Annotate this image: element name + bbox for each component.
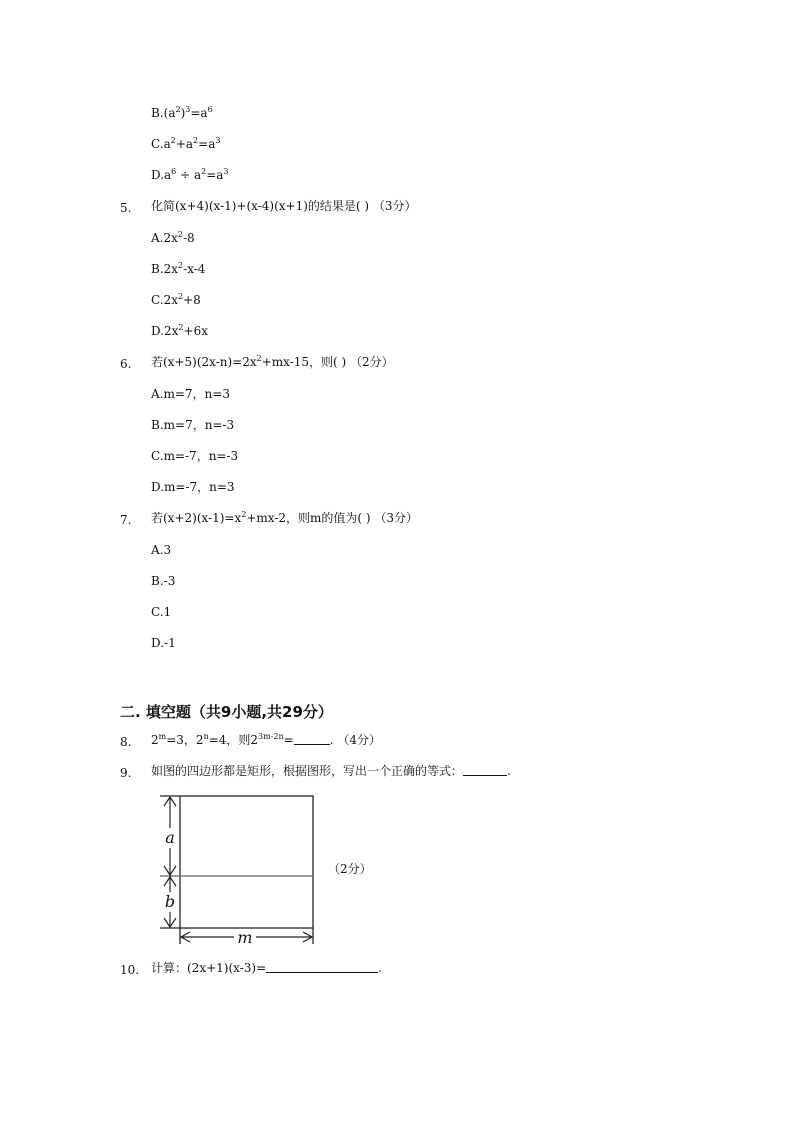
text: C.a [151,137,171,151]
q9-score: （2分） [328,862,372,876]
text: =a [190,106,208,120]
q6-option-d: D.m=-7，n=3 [151,480,235,494]
text: +6x [183,324,208,338]
text: . [507,764,511,778]
text: -x-4 [183,262,206,276]
text: B.(a [151,106,176,120]
text: ÷ a [176,168,202,182]
q6-option-a: A.m=7，n=3 [151,387,230,401]
q4-option-b [151,105,213,121]
q9-number: 9. [120,766,132,780]
text: =a [198,137,216,151]
text: =4，则2 [208,733,259,747]
text: ) [180,106,186,120]
answer-blank[interactable] [463,763,507,776]
superscript: 6 [207,105,213,114]
text: =a [206,168,224,182]
rectangle-figure [150,792,330,952]
text: D.a [151,168,172,182]
text: A.2x [151,231,178,245]
q10-stem [151,960,382,976]
q6-option-b: B.m=7，n=-3 [151,418,235,432]
text: C.2x [151,293,178,307]
label-m: m [237,928,253,947]
superscript: 2 [201,167,207,176]
text: 若(x+2)(x-1)=x [151,511,242,525]
superscript: m [158,732,167,741]
text: D.2x [151,324,179,338]
q8-number: 8. [120,735,132,749]
label-b: b [164,892,176,911]
superscript: n [203,732,209,741]
q6-number: 6. [120,357,132,371]
q4-option-c [151,136,220,152]
text: . [378,961,382,975]
superscript: 3 [215,136,221,145]
text: =3，2 [166,733,204,747]
answer-blank[interactable] [294,732,330,745]
superscript: 2 [256,354,262,363]
q10-number: 10. [120,963,140,977]
superscript: 2 [193,136,199,145]
q5-option-a [151,230,195,246]
section-title: 二. 填空题（共9小题,共29分） [120,703,333,721]
q6-stem [151,354,394,370]
text: +mx-15，则( ) （2分） [261,355,394,369]
superscript: 2 [178,261,184,270]
label-a: a [165,828,175,847]
text: 计算：(2x+1)(x-3)= [151,961,267,975]
text: -8 [182,231,195,245]
q5-option-d [151,323,208,339]
superscript: 2 [177,292,184,301]
q5-number: 5. [120,201,132,215]
q8-stem [151,732,381,748]
q7-stem [151,510,418,526]
q7-option-c: C.1 [151,605,172,619]
superscript: 6 [171,167,177,176]
q5-stem: 化简(x+4)(x-1)+(x-4)(x+1)的结果是( ) （3分） [151,199,417,213]
q5-option-c [151,292,201,308]
outer-rectangle [180,796,313,928]
q7-option-a: A.3 [151,543,172,557]
text: B.2x [151,262,179,276]
q4-option-d [151,167,229,183]
text: +8 [183,293,201,307]
superscript: 2 [178,323,184,332]
text: 如图的四边形都是矩形，根据图形，写出一个正确的等式： [151,764,464,778]
superscript: 3m-2n [258,732,284,741]
text: 若(x+5)(2x-n)=2x [151,355,257,369]
text: +a [175,137,194,151]
superscript: 3 [185,105,191,114]
answer-blank[interactable] [266,960,378,973]
q9-stem [151,763,511,779]
q5-option-b [151,261,205,277]
q7-number: 7. [120,513,132,527]
superscript: 2 [175,105,181,114]
superscript: 2 [170,136,176,145]
superscript: 2 [241,510,247,519]
text: = [283,733,294,747]
text: +mx-2，则m的值为( ) （3分） [246,511,419,525]
q6-option-c: C.m=-7，n=-3 [151,449,239,463]
superscript: 2 [177,230,183,239]
q7-option-d: D.-1 [151,636,176,650]
text: 2 [151,733,159,747]
text: . （4分） [329,733,381,747]
q7-option-b: B.-3 [151,574,176,588]
superscript: 3 [223,167,229,176]
